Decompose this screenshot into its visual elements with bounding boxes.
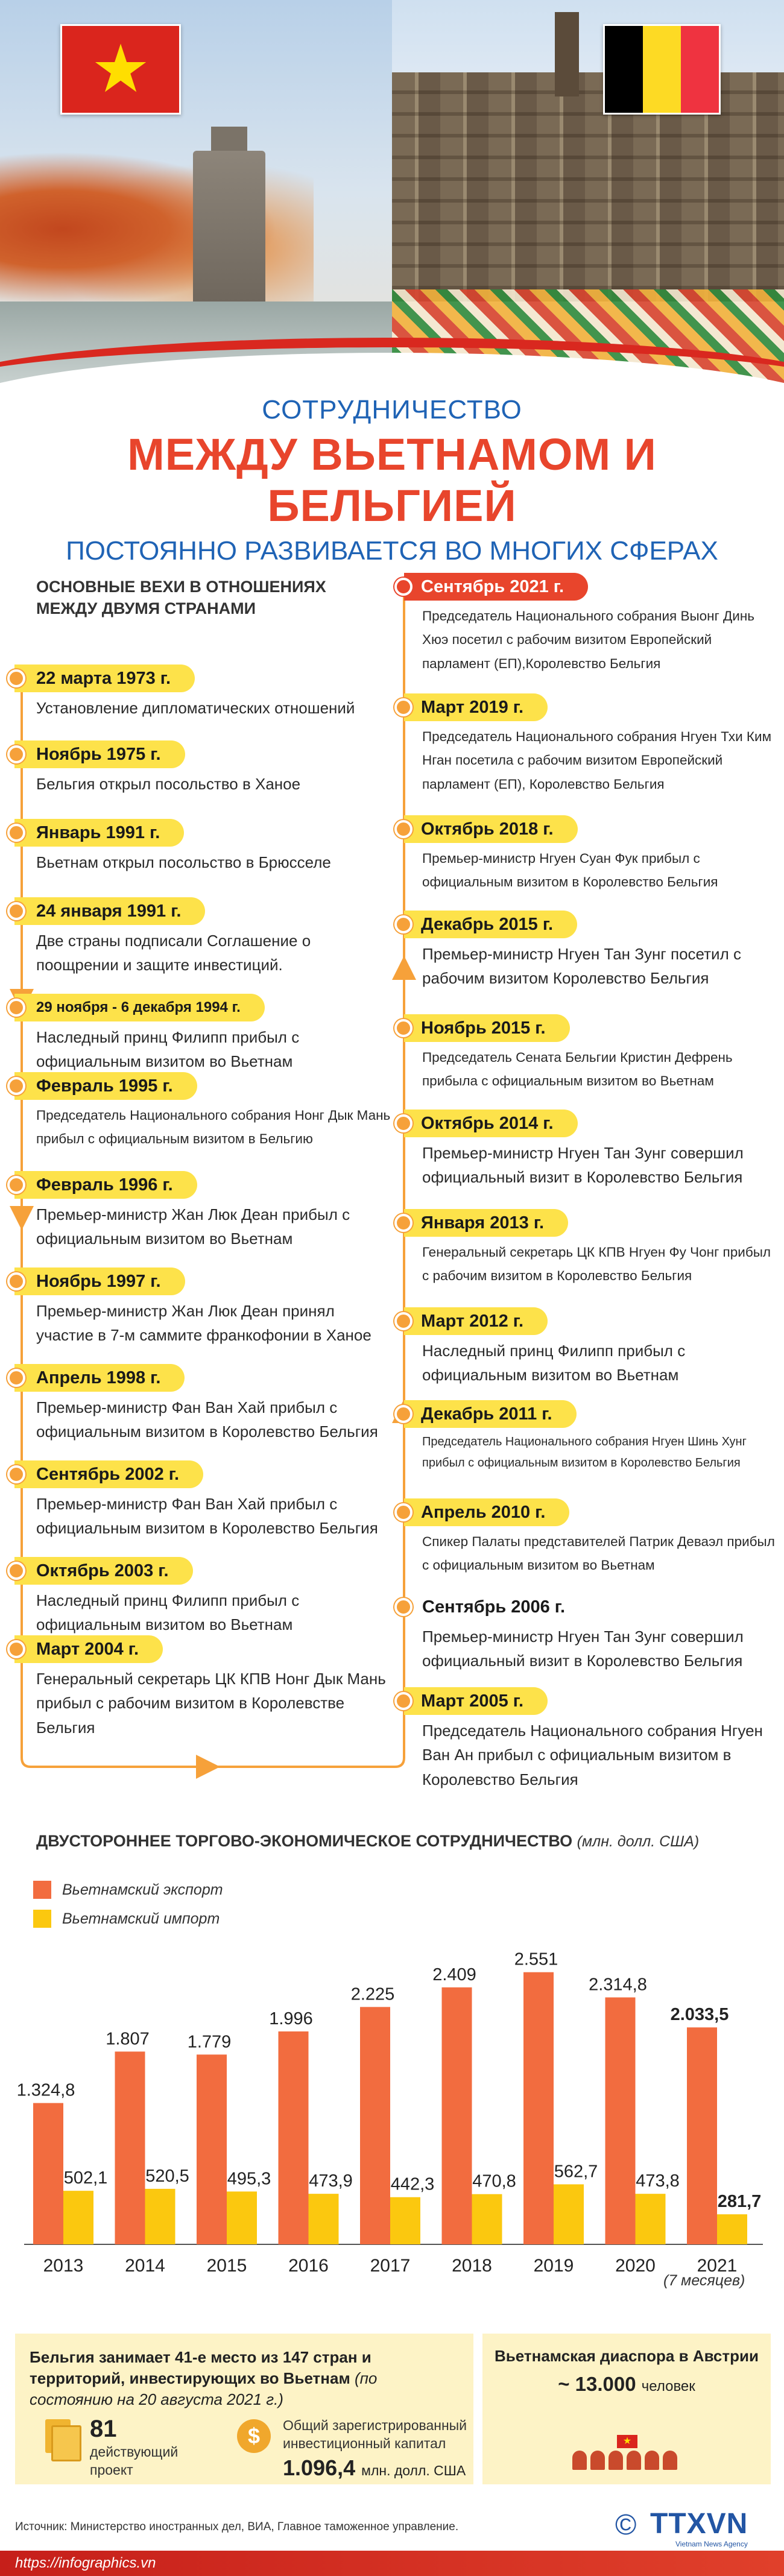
event-date: Декабрь 2015 г. [404,911,577,938]
trade-chart [0,1815,784,2297]
timeline-dot-icon [7,1640,25,1658]
timeline-dot-icon [394,1405,413,1423]
event-description: Премьер-министр Нгуен Суан Фук прибыл с официальным визитом в Королевство Бельгия [422,851,718,890]
export-value-label: 2.551 [514,1949,558,1969]
belgium-flag-icon [603,24,721,115]
event-date: Февраль 1995 г. [14,1072,197,1100]
import-bar [636,2194,666,2244]
event-date: Сентябрь 2021 г. [404,573,588,601]
event-date: Сентябрь 2006 г. [422,1597,566,1617]
timeline-dot-icon [7,1562,25,1580]
event-date: Март 2005 г. [404,1687,548,1715]
import-value-label: 562,7 [554,2162,598,2182]
import-bar [554,2184,584,2244]
event-description: Генеральный секретарь ЦК КПВ Нонг Дык Мань прибыл с рабочим визитом в Королевстве Бельгия [36,1670,386,1737]
legend-label: Вьетнамский импорт [62,1910,220,1927]
projects-count: 81 [90,2416,117,2442]
diaspora-panel [482,2334,771,2484]
timeline-event [404,911,778,991]
agency-logo: TTXVN [650,2508,748,2540]
timeline-event [404,1209,778,1288]
timeline-heading: ОСНОВНЫЕ ВЕХИ В ОТНОШЕНИЯХ МЕЖДУ ДВУМЯ СТРАНАМИ [36,578,326,618]
x-tick-label: 2019 [533,2256,574,2276]
event-date: Март 2012 г. [404,1307,548,1335]
event-description: Две страны подписали Соглашение о поощрении и защите инвестиций. [36,932,311,974]
timeline-event [14,1557,388,1637]
import-bar [390,2197,420,2244]
timeline-event [404,1307,778,1387]
copyright-icon: © [615,2509,637,2541]
agency-subtitle: Vietnam News Agency [675,2540,748,2548]
event-date: Октябрь 2003 г. [14,1557,193,1585]
diaspora-number: ~ 13.000 [558,2373,636,2396]
footer [0,2490,784,2576]
event-date: Январь 1991 г. [14,819,184,847]
export-value-label: 1.779 [187,2032,232,2052]
timeline-event [404,1014,778,1093]
event-date: 22 марта 1973 г. [14,665,195,692]
event-description: Установление дипломатических отношений [36,699,355,717]
timeline-dot-icon [394,1114,413,1132]
export-bar [442,1987,472,2244]
import-bar [472,2194,502,2244]
timeline-event [14,1072,406,1151]
capital-stat [232,2417,470,2481]
event-date: Октябрь 2018 г. [404,815,578,843]
timeline-event [14,1460,388,1541]
timeline-dot-icon [394,578,413,596]
diaspora-title: Вьетнамская диаспора в Австрии [495,2347,759,2365]
import-value-label: 470,8 [472,2171,516,2191]
import-bar [145,2189,175,2244]
timeline-dot-icon [7,1369,25,1387]
timeline-dot-icon [394,820,413,838]
event-date: Сентябрь 2002 г. [14,1460,203,1488]
event-date: Март 2019 г. [404,693,548,721]
import-value-label: 473,9 [309,2171,353,2191]
timeline-dot-icon [7,1176,25,1194]
export-bar [279,2031,309,2244]
capital-number: 1.096,4 [283,2455,356,2480]
timeline-event [404,573,778,675]
chart-plot [0,1815,784,2297]
event-description: Председатель Национального собрания Нгуен Ван Ан прибыл с официальным визитом в Королевство Бельгия [422,1722,763,1788]
timeline-event [14,1364,388,1444]
event-description: Премьер-министр Нгуен Тан Зунг посетил с рабочим визитом Королевство Бельгия [422,945,741,988]
rank-note: (по состоянию на 20 августа 2021 г.) [30,2369,378,2409]
timeline-dot-icon [394,1019,413,1037]
export-bar [197,2054,227,2244]
timeline-dot-icon [7,1077,25,1095]
capital-label: Общий зарегистрированный инвестиционный капитал [283,2417,467,2451]
turtle-tower [193,151,265,301]
timeline-event [404,815,778,894]
event-description: Премьер-министр Фан Ван Хай прибыл с официальным визитом в Королевство Бельгия [36,1495,378,1538]
x-tick-label: 2016 [288,2256,329,2276]
export-value-label: 2.314,8 [589,1975,647,1995]
x-tick-label: 2014 [125,2256,165,2276]
event-date: Ноябрь 1997 г. [14,1267,185,1295]
event-description: Премьер-министр Жан Люк Деан прибыл с официальным визитом во Вьетнам [36,1205,350,1248]
capital-value [283,2455,470,2481]
event-date: Ноябрь 2015 г. [404,1014,570,1042]
investment-rank [30,2347,459,2410]
timeline-event [14,1171,388,1251]
event-date: Ноябрь 1975 г. [14,740,185,768]
source-note: Источник: Министерство иностранных дел, ВИА, Главное таможенное управление. [15,2521,459,2533]
capital-unit: млн. долл. США [361,2462,466,2478]
timeline-dot-icon [7,1272,25,1290]
investment-info [0,2334,784,2484]
event-description: Бельгия открыл посольство в Ханое [36,775,301,793]
timeline-event [14,1267,394,1348]
document-icon [39,2417,81,2459]
import-value-label: 442,3 [390,2174,435,2194]
projects-label: действующий проект [90,2444,179,2478]
projects-stat [39,2417,180,2480]
event-date: Апрель 2010 г. [404,1498,569,1526]
timeline-dot-icon [7,999,25,1017]
event-description: Премьер-министр Фан Ван Хай прибыл с официальным визитом в Королевство Бельгия [36,1398,378,1441]
vietnam-flag-icon: ★ [60,24,181,115]
page-title [0,395,784,566]
title-line-1: СОТРУДНИЧЕСТВО [262,395,522,425]
event-description: Премьер-министр Жан Люк Деан принял участие в 7-м саммите франкофонии в Ханое [36,1302,371,1345]
import-bar [227,2191,257,2244]
people-icon [572,2435,681,2471]
event-date: Март 2004 г. [14,1635,163,1663]
diaspora-unit: человек [641,2378,695,2395]
event-date: Февраль 1996 г. [14,1171,197,1199]
event-description: Председатель Сената Бельгии Кристин Дефрень прибыла с официальным визитом во Вьетнам [422,1050,733,1089]
timeline-dot-icon [394,1312,413,1330]
event-date: Октябрь 2014 г. [404,1110,578,1137]
timeline-event [14,897,388,977]
export-value-label: 2.225 [350,1984,395,2004]
timeline-dot-icon [394,1503,413,1521]
rank-text: Бельгия занимает 41-е место из 147 стран и территорий, инвестирующих во Вьетнам [30,2348,371,2388]
event-date: 24 января 1991 г. [14,897,205,925]
export-value-label: 2.033,5 [670,2005,729,2025]
vietnam-flag-icon: ★ [617,2435,637,2448]
chart-unit: (млн. долл. США) [577,1833,700,1850]
event-description: Председатель Национального собрания Нонг Дык Мань прибыл с официальным визитом в Бельгию [36,1108,391,1147]
hero-banner [0,0,784,386]
x-tick-label: 2020 [615,2256,656,2276]
x-tick-label: 2015 [206,2256,247,2276]
import-bar [63,2191,93,2244]
event-date: Апрель 1998 г. [14,1364,185,1392]
timeline-event [404,1110,778,1190]
event-description: Премьер-министр Нгуен Тан Зунг совершил официальный визит в Королевство Бельгия [422,1627,744,1670]
export-bar [523,1972,554,2244]
money-bag-icon [232,2417,274,2459]
timeline-event [14,665,388,720]
timeline-section [0,561,784,1788]
timeline-dot-icon [394,1214,413,1232]
timeline-dot-icon [394,915,413,933]
website-link[interactable]: https://infographics.vn [15,2555,156,2571]
export-value-label: 1.324,8 [16,2080,75,2100]
event-description: Вьетнам открыл посольство в Брюсселе [36,853,331,871]
event-description: Председатель Национального собрания Нгуен Тхи Ким Нган посетила с рабочим визитом Европейский парламент (ЕП), Королевство Бельгия [422,729,772,792]
event-description: Спикер Палаты представителей Патрик Деваэл прибыл с официальным визитом во Вьетнам [422,1534,775,1573]
import-bar [717,2214,747,2244]
import-value-label: 473,8 [636,2171,680,2191]
timeline-event [404,693,778,796]
export-value-label: 2.409 [432,1965,476,1984]
x-tick-label: 2017 [370,2256,411,2276]
diaspora-count [495,2373,759,2396]
event-description: Председатель Национального собрания Нгуен Шинь Хунг прибыл с официальным визитом в Королевство Бельгия [422,1435,747,1470]
timeline-dot-icon [7,745,25,763]
town-hall-spire [555,12,579,96]
x-tick-label: 2013 [43,2256,84,2276]
event-date: 29 ноября - 6 декабря 1994 г. [14,994,265,1021]
timeline-event [404,1498,778,1577]
title-line-2: МЕЖДУ ВЬЕТНАМОМ И БЕЛЬГИЕЙ [127,429,657,531]
x-tick-label: 2018 [452,2256,492,2276]
import-bar [309,2194,339,2244]
timeline-dot-icon [7,824,25,842]
timeline-event [404,1400,778,1474]
timeline-event [14,994,388,1074]
timeline-event [14,819,388,874]
event-description: Генеральный секретарь ЦК КПВ Нгуен Фу Чонг прибыл с рабочим визитом в Королевство Бельгия [422,1245,771,1284]
export-bar [115,2051,145,2244]
event-date: Января 2013 г. [404,1209,568,1237]
export-value-label: 1.807 [106,2029,150,2049]
export-bar [605,1997,636,2244]
export-bar [33,2103,63,2244]
autumn-trees [0,139,314,320]
x-tick-label: 2021 [697,2256,738,2276]
timeline-dot-icon [7,902,25,920]
title-line-3: ПОСТОЯННО РАЗВИВАЕТСЯ ВО МНОГИХ СФЕРАХ [66,536,718,566]
export-value-label: 1.996 [269,2009,313,2028]
event-date: Декабрь 2011 г. [404,1400,577,1428]
export-bar [687,2027,717,2244]
chart-note: (7 месяцев) [663,2272,745,2289]
timeline-event [404,1593,778,1673]
export-bar [360,2007,390,2244]
event-description: Наследный принц Филипп прибыл с официальным визитом во Вьетнам [422,1342,686,1384]
event-description: Премьер-министр Нгуен Тан Зунг совершил официальный визит в Королевство Бельгия [422,1144,744,1187]
timeline-dot-icon [7,1465,25,1483]
event-description: Председатель Национального собрания Выонг Динь Хюэ посетил с рабочим визитом Европейский парламент (ЕП),Королевство Бельгия [422,608,754,671]
footer-bar [0,2551,784,2576]
import-value-label: 495,3 [227,2169,271,2189]
import-value-label: 502,1 [63,2168,108,2188]
timeline-dot-icon [394,1598,413,1616]
timeline-dot-icon [394,698,413,716]
timeline-event [14,740,388,796]
timeline-dot-icon [7,669,25,687]
timeline-event [14,1635,388,1740]
chart-title-text: ДВУСТОРОННЕЕ ТОРГОВО-ЭКОНОМИЧЕСКОЕ СОТРУДНИЧЕСТВО [36,1832,573,1850]
timeline-dot-icon [394,1692,413,1710]
brussels-grand-place [392,72,784,301]
timeline-event [404,1687,778,1792]
investment-panel [15,2334,473,2484]
legend-label: Вьетнамский экспорт [62,1881,223,1898]
import-value-label: 520,5 [145,2166,189,2186]
event-description: Наследный принц Филипп прибыл с официальным визитом во Вьетнам [36,1591,300,1634]
import-value-label: 281,7 [717,2192,762,2212]
event-description: Наследный принц Филипп прибыл с официальным визитом во Вьетнам [36,1028,300,1071]
